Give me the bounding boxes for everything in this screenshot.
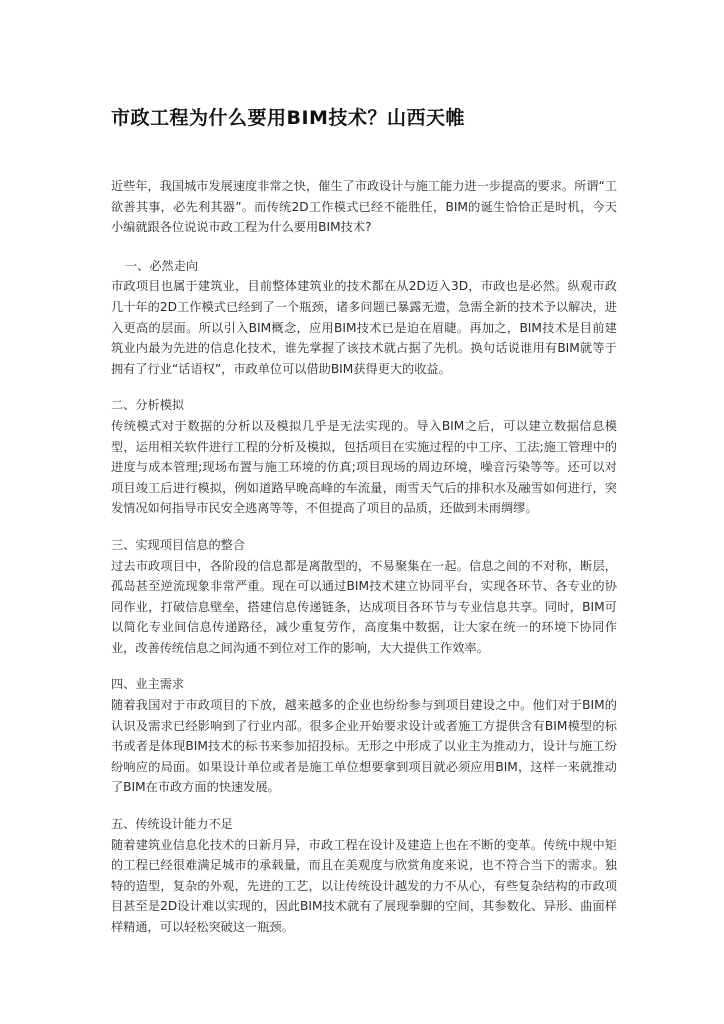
document-page — [111, 104, 617, 954]
section-heading: 五、传统设计能力不足 — [111, 817, 233, 832]
section-body: 随着我国对于市政项目的下放，越来越多的企业也纷纷参与到项目建设之中。他们对于BIM的认识及需求已经影响到了行业内部。很多企业开始要求设计或者施工方提供含有BIM模型的标书或者是体现BIM技术的标书来参加招投标。无形之中形成了以业主为推动力，设计与施工纷纷响应的局面。如果设计单位或者是施工单位想要拿到项目就必须应用BIM，这样一来就推动了BIM在市政方面的快速发展。 — [111, 698, 617, 795]
intro-paragraph: 近些年，我国城市发展速度非常之快，催生了市政设计与施工能力进一步提高的要求。所谓“工欲善其事，必先利其器”。而传统2D工作模式已经不能胜任，BIM的诞生恰恰正是时机，今天小编就跟各位说说市政工程为什么要用BIM技术? — [111, 179, 618, 235]
section-4 — [111, 674, 617, 798]
article-title: 市政工程为什么要用BIM技术？山西天帷 — [111, 107, 465, 129]
section-body: 市政项目也属于建筑业，目前整体建筑业的技术都在从2D迈入3D，市政也是必然。纵观市政几十年的2D工作模式已经到了一个瓶颈，诸多问题已暴露无遗，急需全新的技术予以解决，进入更高的层面。所以引入BIM概念，应用BIM技术已是迫在眉睫。再加之，BIM技术是目前建筑业内最为先进的信息化技术，谁先掌握了该技术就占据了先机。换句话说谁用有BIM就等于拥有了行业“话语权”，市政单位可以借助BIM获得更大的收益。 — [111, 279, 617, 376]
section-heading: 一、必然走向 — [125, 258, 199, 273]
section-body: 随着建筑业信息化技术的日新月异，市政工程在设计及建造上也在不断的变革。传统中规中矩的工程已经很难满足城市的承载量，而且在美观度与欣赏角度来说，也不符合当下的需求。独特的造型，复杂的外观，先进的工艺，以让传统设计越发的力不从心，有些复杂结构的市政项目甚至是2D设计难以实现的，因此BIM技术就有了展现拳脚的空间，其参数化、异形、曲面样样精通，可以轻松突破这一瓶颈。 — [111, 837, 617, 934]
section-body: 传统模式对于数据的分析以及模拟几乎是无法实现的。导入BIM之后，可以建立数据信息模型，运用相关软件进行工程的分析及模拟，包括项目在实施过程的中工序、工法;施工管理中的进度与成本管理;现场布置与施工环境的仿真;项目现场的周边环境，噪音污染等等。还可以对项目竣工后进行模拟，例如道路早晚高峰的车流量，雨雪天气后的排积水及融雪如何进行，突发情况如何指导市民安全逃离等等，不但提高了项目的品质，还做到未雨绸缪。 — [111, 418, 617, 516]
section-heading: 四、业主需求 — [111, 677, 185, 692]
section-2 — [111, 395, 617, 519]
section-body: 过去市政项目中，各阶段的信息都是离散型的，不易聚集在一起。信息之间的不对称，断层，孤岛甚至逆流现象非常严重。现在可以通过BIM技术建立协同平台，实现各环节、各专业的协同作业，打破信息壁垒，搭建信息传递链条，达成项目各环节与专业信息共享。同时，BIM可以简化专业间信息传递路径，减少重复劳作，高度集中数据，让大家在统一的环境下协同作业，改善传统信息之间沟通不到位对工作的影响，大大提供工作效率。 — [111, 558, 617, 655]
section-3 — [111, 535, 617, 659]
section-heading: 二、分析模拟 — [111, 398, 185, 413]
section-heading: 三、实现项目信息的整合 — [111, 537, 246, 552]
section-5 — [111, 814, 617, 938]
section-1 — [111, 256, 617, 380]
